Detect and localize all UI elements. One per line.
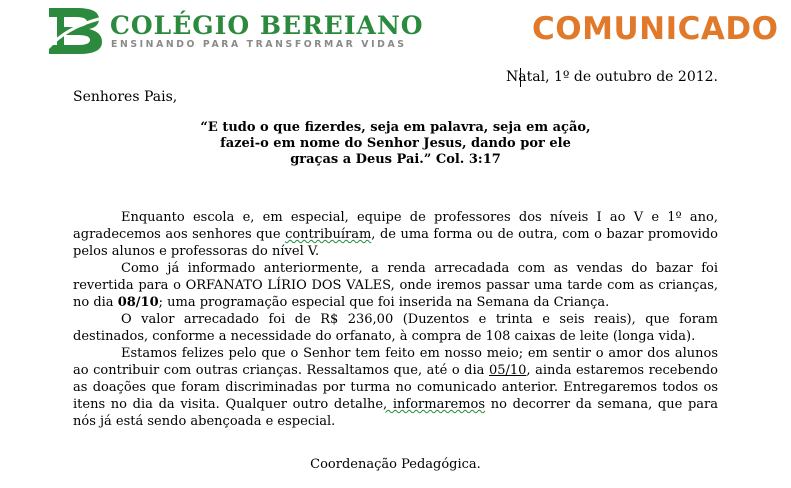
verse-line: fazei-o em nome do Senhor Jesus, dando por ele [220, 136, 571, 151]
paragraph [73, 345, 718, 430]
school-tagline: ENSINANDO PARA TRANSFORMAR VIDAS [111, 39, 407, 50]
paragraph-text: Como já informado anteriormente, a renda arrecadada com as vendas do bazar foi revertida para o ORFANATO LÍRIO DOS VALES, onde iremos passar uma tarde com as crianças, no dia [73, 261, 718, 310]
paragraph [73, 209, 718, 260]
paragraph: O valor arrecadado foi de R$ 236,00 (Duzentos e trinta e seis reais), que foram destinados, conforme a necessidade do orfanato, à compra de 108 caixas de leite (longa vida). [73, 312, 718, 344]
letter-body [73, 209, 718, 430]
paragraph-text: , de uma forma ou de outra, com o bazar promovido pelos alunos e professoras do nível V. [73, 227, 718, 259]
paragraph-text: Enquanto escola e, em especial, equipe de professores dos níveis I ao V e 1º ano, agradecemos aos senhores que [73, 210, 718, 242]
spellcheck-word: contribuíram [285, 227, 372, 242]
school-logo-icon [47, 7, 103, 55]
highlight-date: 08/10 [117, 295, 159, 310]
paragraph-text: ; uma programação especial que foi inserida na Semana da Criança. [158, 295, 610, 310]
paragraph [73, 260, 718, 311]
paragraph-text: no decorrer da semana, que para nós já está sendo abençoada e especial. [73, 397, 718, 429]
paragraph-text: Estamos felizes pelo que o Senhor tem feito em nosso meio; em sentir o amor dos alunos ao contribuir com outras crianças. Ressaltamos que, até o dia [73, 346, 718, 378]
document-type-title: COMUNICADO [532, 11, 779, 47]
verse-line: graças a Deus Pai.” Col. 3:17 [290, 152, 501, 167]
spellcheck-word: , informaremos [383, 397, 486, 412]
bible-verse [73, 120, 718, 168]
letter-date: Natal, 1º de outubro de 2012. [506, 69, 718, 85]
letterhead [0, 0, 791, 62]
letter-greeting: Senhores Pais, [73, 89, 178, 105]
school-name: COLÉGIO BEREIANO [110, 11, 424, 40]
letter-signature: Coordenação Pedagógica. [310, 457, 481, 472]
paragraph-text: , ainda estaremos recebendo as doações que foram discriminadas por turma no comunicado anterior. Entregaremos todos os itens no dia da visita. Qualquer outro detalhe [73, 363, 718, 412]
verse-line: “E tudo o que fizerdes, seja em palavra, seja em ação, [200, 120, 591, 135]
underlined-date: 05/10 [488, 363, 527, 378]
